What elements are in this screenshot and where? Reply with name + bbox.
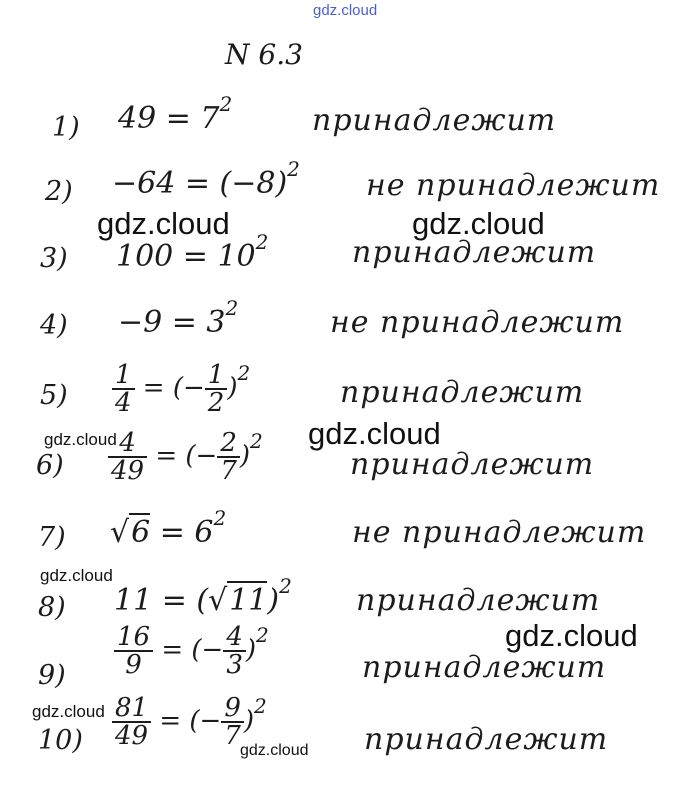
row-5-answer: принадлежит [340, 375, 585, 410]
row-6-number: 6) [36, 450, 64, 481]
problem-title: N 6.3 [225, 38, 303, 71]
watermark-5: gdz.cloud [40, 566, 113, 585]
row-3-number: 3) [40, 243, 68, 274]
row-3-expression: $100 = 10^2$ [116, 230, 269, 274]
row-2-answer: не принадлежит [366, 168, 661, 203]
row-9-fraction-left: $\frac{16}{9}$ [114, 624, 153, 678]
row-9-answer: принадлежит [362, 650, 607, 685]
watermark-top: gdz.cloud [313, 2, 378, 19]
watermark-3: gdz.cloud [44, 430, 117, 449]
watermark-6: gdz.cloud [505, 618, 638, 653]
row-1-number: 1) [52, 112, 80, 143]
row-10-fraction-right: $\frac{9}{7}$ [221, 695, 244, 749]
row-6-expression: $\frac{4}{49}$ = (− $\frac{2}{7}$ )$^2$ [108, 430, 263, 484]
row-7-number: 7) [38, 522, 66, 553]
row-8-number: 8) [38, 592, 66, 623]
row-4-expression: $-9 = 3^2$ [118, 296, 239, 340]
watermark-8: gdz.cloud [240, 742, 309, 759]
row-9-expression: $\frac{16}{9}$ = (− $\frac{4}{3}$ )$^2$ [114, 624, 269, 678]
watermark-2: gdz.cloud [412, 206, 545, 241]
row-4-answer: не принадлежит [330, 305, 625, 340]
row-10-answer: принадлежит [364, 722, 609, 757]
row-1-expression: $49 = 7^2$ [118, 92, 233, 136]
watermark-7: gdz.cloud [32, 702, 105, 721]
row-6-answer: принадлежит [350, 447, 595, 482]
row-6-fraction-left: $\frac{4}{49}$ [108, 430, 147, 484]
row-1-answer: принадлежит [312, 103, 557, 138]
row-2-expression: $-64 = (-8)^2$ [112, 157, 300, 201]
watermark-1: gdz.cloud [97, 206, 230, 241]
row-8-answer: принадлежит [356, 583, 601, 618]
row-7-expression: $√6 = 6^2$ [110, 506, 227, 550]
row-9-number: 9) [38, 660, 66, 691]
row-5-expression: $\frac{1}{4}$ = (− $\frac{1}{2}$ )$^2$ [112, 362, 250, 416]
row-10-number: 10) [38, 725, 83, 756]
row-9-fraction-right: $\frac{4}{3}$ [223, 624, 246, 678]
row-5-fraction-right: $\frac{1}{2}$ [205, 362, 228, 416]
row-2-number: 2) [45, 176, 73, 207]
row-10-expression: $\frac{81}{49}$ = (− $\frac{9}{7}$ )$^2$ [112, 695, 267, 749]
row-10-fraction-left: $\frac{81}{49}$ [112, 695, 151, 749]
row-4-number: 4) [40, 310, 68, 341]
row-8-expression: $11 = (√11)^2$ [114, 574, 292, 618]
row-5-fraction-left: $\frac{1}{4}$ [112, 362, 135, 416]
row-3-answer: принадлежит [352, 235, 597, 270]
row-6-fraction-right: $\frac{2}{7}$ [217, 430, 240, 484]
row-5-number: 5) [40, 380, 68, 411]
watermark-4: gdz.cloud [308, 416, 441, 451]
row-7-answer: не принадлежит [352, 515, 647, 550]
